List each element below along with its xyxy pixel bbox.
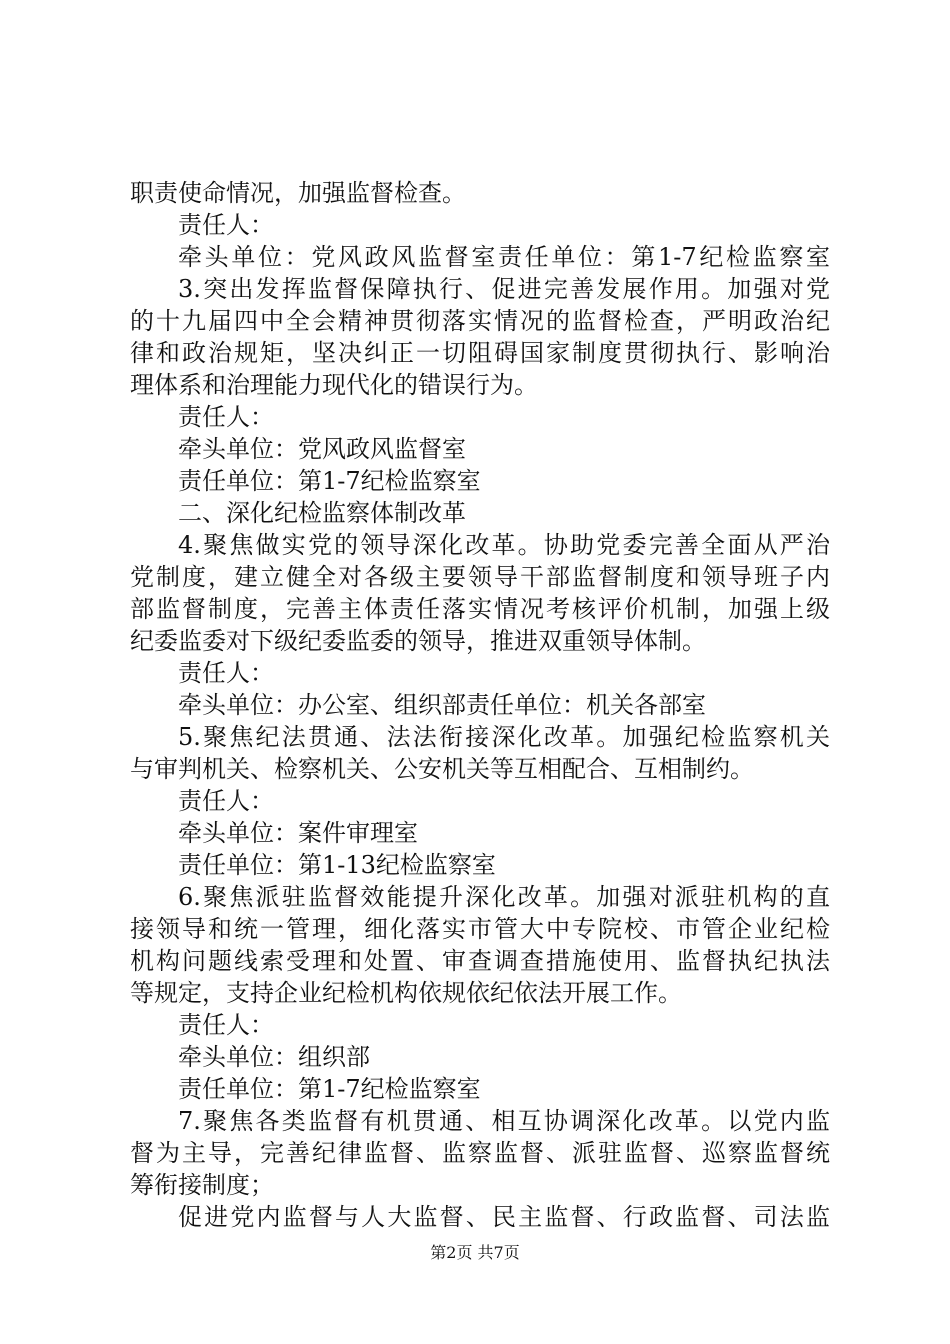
body-text-line: 纪委监委对下级纪委监委的领导，推进双重领导体制。 xyxy=(130,627,706,655)
lead-unit-line: 牵头单位：组织部 xyxy=(178,1043,370,1071)
body-text-line: 党制度，建立健全对各级主要领导干部监督制度和领导班子内 xyxy=(130,563,830,591)
lead-unit-line: 牵头单位：办公室、组织部责任单位：机关各部室 xyxy=(178,691,706,719)
body-text-line: 促进党内监督与人大监督、民主监督、行政监督、司法监 xyxy=(178,1203,830,1231)
responsible-person-label: 责任人： xyxy=(178,659,274,687)
body-text-line: 接领导和统一管理，细化落实市管大中专院校、市管企业纪检 xyxy=(130,915,830,943)
responsible-unit-line: 责任单位：第1-7纪检监察室 xyxy=(178,467,481,495)
lead-unit-line: 牵头单位：党风政风监督室 xyxy=(178,435,466,463)
lead-unit-line: 牵头单位：党风政风监督室责任单位：第1-7纪检监察室 xyxy=(178,243,830,271)
body-text-line: 等规定，支持企业纪检机构依规依纪依法开展工作。 xyxy=(130,979,682,1007)
responsible-person-label: 责任人： xyxy=(178,211,274,239)
body-text-line: 职责使命情况，加强监督检查。 xyxy=(130,179,466,207)
body-text-line: 机构问题线索受理和处置、审查调查措施使用、监督执纪执法 xyxy=(130,947,830,975)
body-text-line: 的十九届四中全会精神贯彻落实情况的监督检查，严明政治纪 xyxy=(130,307,830,335)
responsible-person-label: 责任人： xyxy=(178,403,274,431)
item-7-heading: 7.聚焦各类监督有机贯通、相互协调深化改革。以党内监 xyxy=(178,1107,830,1135)
lead-unit-line: 牵头单位：案件审理室 xyxy=(178,819,418,847)
section-heading: 二、深化纪检监察体制改革 xyxy=(178,499,466,527)
item-5-heading: 5.聚焦纪法贯通、法法衔接深化改革。加强纪检监察机关 xyxy=(178,723,830,751)
body-text-line: 与审判机关、检察机关、公安机关等互相配合、互相制约。 xyxy=(130,755,754,783)
item-6-heading: 6.聚焦派驻监督效能提升深化改革。加强对派驻机构的直 xyxy=(178,883,830,911)
body-text-line: 律和政治规矩，坚决纠正一切阻碍国家制度贯彻执行、影响治 xyxy=(130,339,830,367)
body-text-line: 部监督制度，完善主体责任落实情况考核评价机制，加强上级 xyxy=(130,595,830,623)
item-3-heading: 3.突出发挥监督保障执行、促进完善发展作用。加强对党 xyxy=(178,275,830,303)
responsible-unit-line: 责任单位：第1-13纪检监察室 xyxy=(178,851,496,879)
body-text-line: 督为主导，完善纪律监督、监察监督、派驻监督、巡察监督统 xyxy=(130,1139,830,1167)
item-4-heading: 4.聚焦做实党的领导深化改革。协助党委完善全面从严治 xyxy=(178,531,830,559)
body-text-line: 筹衔接制度； xyxy=(130,1171,274,1199)
page-number-footer: 第2页 共7页 xyxy=(430,1243,520,1262)
responsible-person-label: 责任人： xyxy=(178,1011,274,1039)
responsible-unit-line: 责任单位：第1-7纪检监察室 xyxy=(178,1075,481,1103)
body-text-line: 理体系和治理能力现代化的错误行为。 xyxy=(130,371,538,399)
responsible-person-label: 责任人： xyxy=(178,787,274,815)
